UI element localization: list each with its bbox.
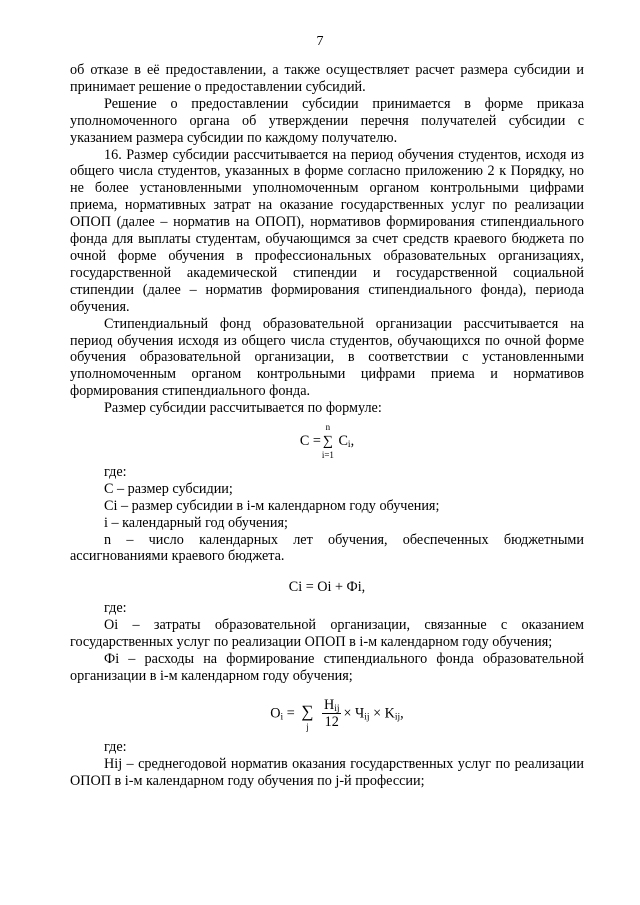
definition-oi: Оi – затраты образовательной организации, связанные с оказанием государственных услуг по реализации ОПОП в i-м календарном году обучения; (70, 617, 584, 651)
fraction: $\frac{H_{ij}}{12}$ (323, 696, 340, 730)
where-label-1: где: (104, 463, 127, 480)
paragraph-5: Размер субсидии рассчитывается по формуле: (104, 400, 382, 417)
paragraph-4: Стипендиальный фонд образовательной организации рассчитывается на период обучения исходя из общего числа студентов, обучающихся по очной форме обучения образовательной организации, в соответствии с установленными уполномоченным органом контрольными цифрами приема и нормативов формирования стипендиального фонда. (70, 315, 584, 400)
definition-ci: Сi – размер субсидии в i-м календарном году обучения; (104, 497, 440, 514)
definition-fi: Фi – расходы на формирование стипендиального фонда образовательной организации в i-м календарном году обучения; (70, 651, 584, 684)
paragraph-2: Решение о предоставлении субсидии принимается в форме приказа уполномоченного органа об утверждении перечня получателей субсидии с указанием размера субсидии по каждому получателю. (70, 95, 584, 146)
formula-subsidy-total: C = n ∑ i=1 $C_i$, (299, 422, 355, 460)
document-body (70, 62, 584, 790)
definition-hij: Нij – среднегодовой норматив оказания государственных услуг по реализации ОПОП в i-м календарном году обучения по j-й профессии; (70, 755, 584, 789)
definition-i: i – календарный год обучения; (104, 514, 288, 531)
definition-c: С – размер субсидии; (104, 480, 233, 497)
formula-costs: $O_i$ = ∑ j $\frac{H_{ij}}{12}$ × $Ч_{ij} \times K_{ij}$, (270, 696, 404, 732)
formula-subsidy-year: Ci = Oi + Фi, (288, 579, 366, 596)
paragraph-3: 16. Размер субсидии рассчитывается на период обучения студентов, исходя из общего числа студентов, указанных в форме согласно приложению 2 к Порядку, но не более установленными уполномоченным органом контрольными цифрами приема, нормативных затрат на оказание государственных услуг по реализации ОПОП (далее – норматив на ОПОП), нормативов формирования стипендиального фонда для выплаты студентам, обучающимся за счет средств краевого бюджета по очной форме обучения в профессиональных образовательных организациях, государственной академической стипендии и государственной социальной стипендии (далее – норматив формирования стипендиального фонда), периода обучения. (70, 146, 584, 315)
paragraph-1: об отказе в её предоставлении, а также осуществляет расчет размера субсидии и принимает решение о предоставлении субсидий. (70, 62, 584, 95)
definition-n: n – число календарных лет обучения, обеспеченных бюджетными ассигнованиями краевого бюджета. (70, 531, 584, 565)
where-label-3: где: (104, 738, 127, 755)
sum-sign-icon: n ∑ i=1 (321, 422, 334, 460)
page-number: 7 (316, 34, 324, 49)
where-label-2: где: (104, 600, 127, 617)
sum-sign-icon: ∑ j (301, 702, 314, 732)
